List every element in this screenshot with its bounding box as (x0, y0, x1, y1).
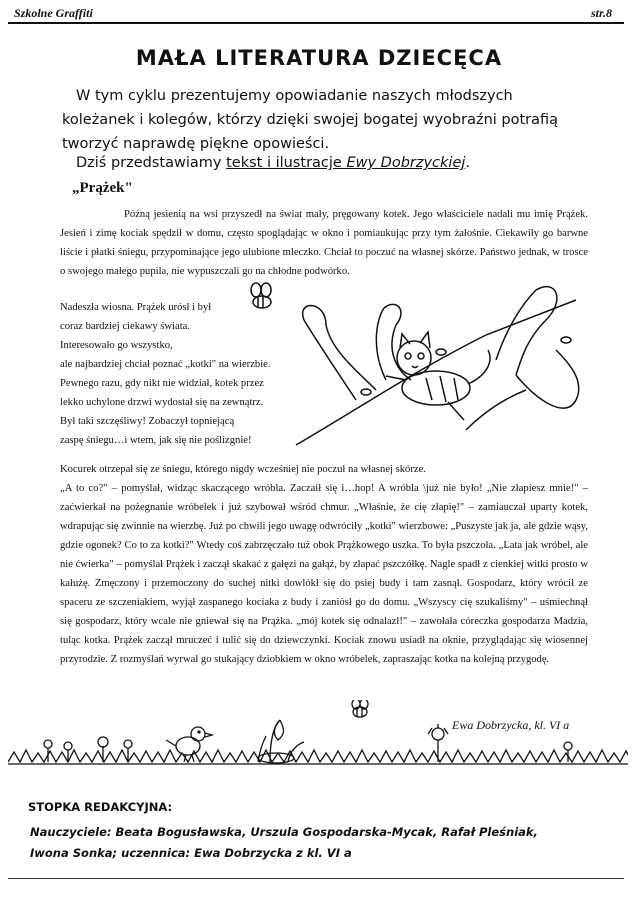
story-title: „Prążek" (72, 180, 133, 196)
intro-author-line (76, 155, 470, 171)
page-number: str.8 (590, 6, 612, 20)
grass-border-illustration (8, 700, 628, 780)
story-line: Nadeszła wiosna. Prążek urósł i był (60, 302, 212, 313)
credits-line: Iwona Sonka; uczennica: Ewa Dobrzycka z kl. VI a (30, 846, 352, 860)
header-divider (8, 22, 624, 24)
story-line: Pewnego razu, gdy nikt nie widział, kotek przez (60, 378, 264, 389)
bee-icon (352, 700, 368, 717)
editorial-footer-label: STOPKA REDAKCYJNA: (28, 800, 173, 814)
bee-icon (251, 283, 271, 308)
story-line: zaspę śniegu…i wtem, jak się nie poślizgnie! (60, 435, 252, 446)
story-line: ale najbardziej chciał poznać „kotki" na wierzbie. (60, 359, 271, 370)
intro-underlined: tekst i ilustracje Ewy Dobrzyckiej (226, 155, 466, 171)
story-signature: Ewa Dobrzycka, kl. VI a (452, 718, 570, 732)
magazine-title: Szkolne Graffiti (14, 6, 93, 20)
intro-paragraph (62, 84, 582, 156)
editorial-credits (30, 822, 620, 864)
section-title: MAŁA LITERATURA DZIECĘCA (135, 46, 503, 70)
footer-divider (8, 878, 624, 879)
story-paragraph-2: Kocurek otrzepał się ze śniegu, którego nigdy wcześniej nie poczuł na własnej skórze. „A to co?" – pomyślał, widząc skaczącego wróbla. Zaczaił się i…hop! A wróbla \już nie było! „Nie złapiesz mnie!" – zaćwierkał na pożegnanie wróbelek i już szybował wśród chmur. „Właśnie, że cię złapię!" – zamiauczał uparty kotek, wdrapując się zwinnie na wierzbę. Już po chwili jego uwagę odwróciły „kotki" wierzbowe: „Puszyste jak ja, ale gdzie wąsy, gdzie ogonek? Co to za kotki?" Wtedy coś zabrzęczało tuż obok Prążkowego uszka. To była pszczoła. „Lata jak wróbel, ale nie ćwierka" – pomyślał Prążek i zaczął skakać z gałęzi na gałąź, by złapać pszczółkę. Nagle spadł z cienkiej witki prosto w kałużę. Zmęczony i przemoczony do suchej nitki dowlókł się do psiej budy i tam zasnął. Gospodarz, który wrócił ze spaceru ze szczeniakiem, wyjął zaspanego kociaka z budy i zaniósł go do domu. „Wszyscy cię szukaliśmy" – uśmiechnął się gospodarz, który wcale nie gniewał się na Prążka. „mój kotek się odnalazł!" – zawołała córeczka gospodarza Madzia, tuląc kotka. Prążek zaczął mruczeć i tulić się do dziewczynki. Kociak znowu usiadł na oknie, przyglądając się wiosennej przyrodzie. Z rozmyślań wyrwał go stukający dziobkiem w okno wróbelek, zapraszając kotka na kolejną przygodę. (60, 464, 588, 665)
cat-willow-illustration (236, 280, 596, 450)
intro-text: W tym cyklu prezentujemy opowiadanie naszych młodszych koleżanek i kolegów, którzy dzięki swojej bogatej wyobraźni potrafią tworzyć naprawdę piękne opowieści. (62, 88, 559, 152)
intro-author: Ewy Dobrzyckiej (346, 155, 466, 171)
intro-lead: Dziś przedstawiamy (76, 155, 227, 171)
story-paragraph-1: Późną jesienią na wsi przyszedł na świat mały, pręgowany kotek. Jego właściciele nadali mu imię Prążek. Jesień i zimę kociak spędził w domu, często spoglądając w okno i pomiaukując przy tym żałośnie. Ciekawiły go barwne liście i płatki śniegu, przypominające jego ulubione mleczko. Chciał to poczuć na własnej skórze. Państwo jednak, w trosce o swojego małego pupila, nie wypuszczali go na chłodne podwórko. (60, 209, 588, 277)
intro-end: . (465, 155, 471, 171)
credits-line: Nauczyciele: Beata Bogusławska, Urszula Gospodarska-Mycak, Rafał Pleśniak, (30, 825, 538, 839)
story-line: Był taki szczęśliwy! Zobaczył topniejącą (60, 416, 235, 427)
story-line: lekko uchylone drzwi wydostał się na zewnątrz. (60, 397, 264, 408)
story-line: coraz bardziej ciekawy świata. (60, 321, 190, 332)
cat-icon (386, 332, 490, 420)
story-line: Interesowało go wszystko, (60, 340, 173, 351)
